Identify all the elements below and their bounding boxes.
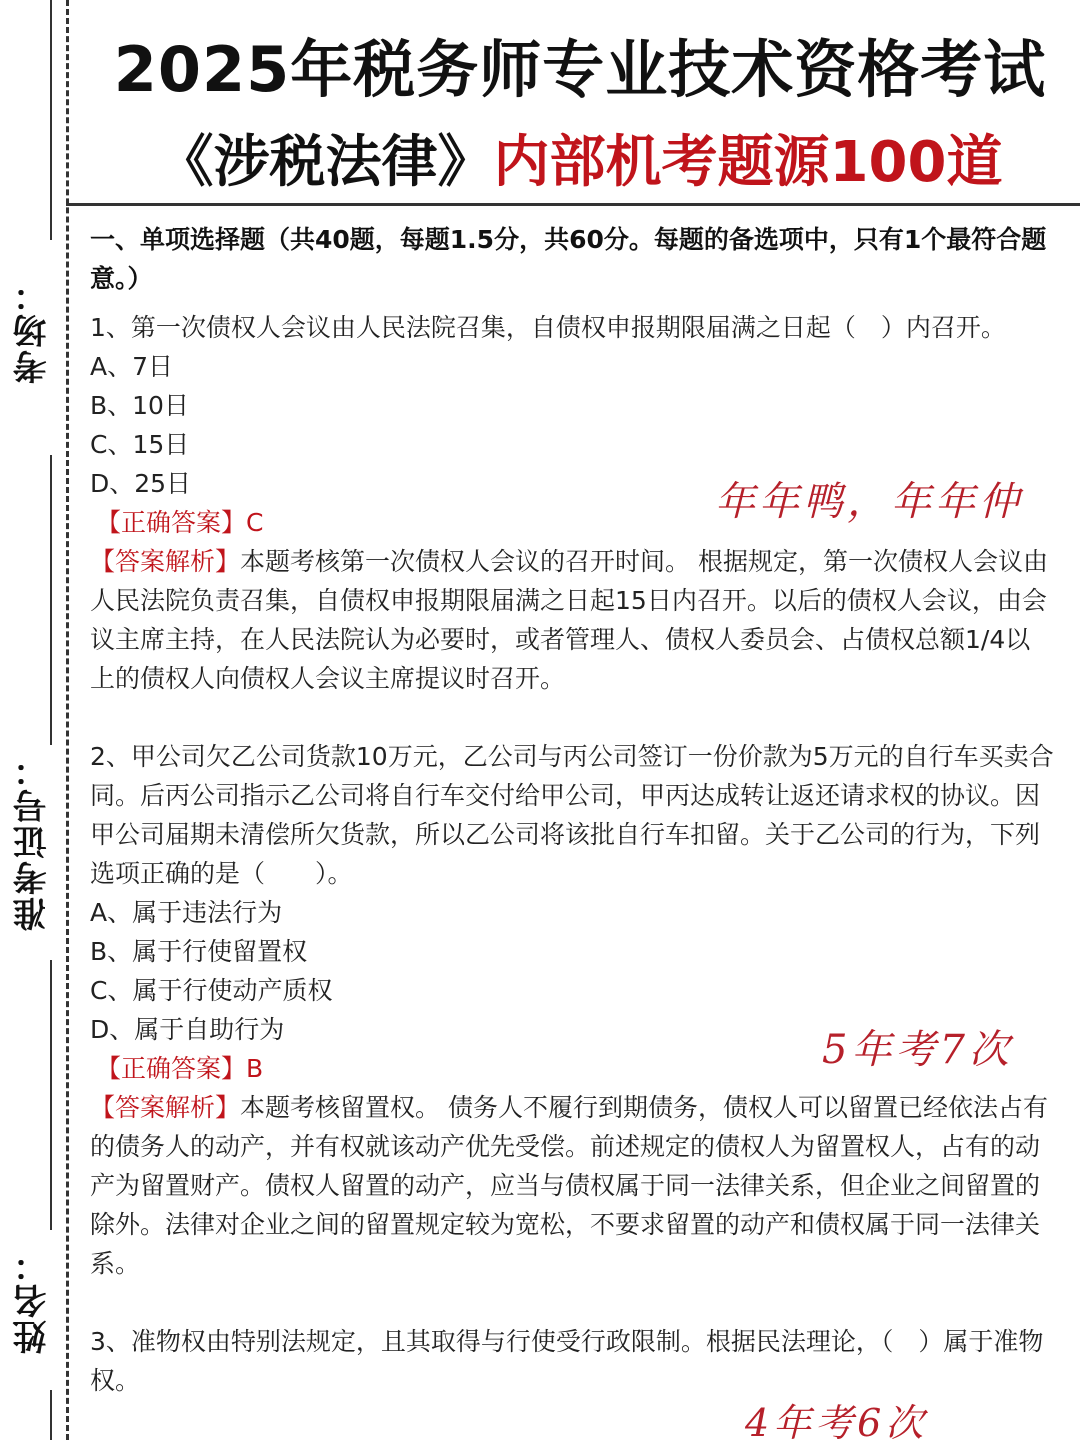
question-stem: 3、准物权由特别法规定，且其取得与行使受行政限制。根据民法理论，（ ）属于准物权。 bbox=[90, 1327, 1044, 1395]
margin-rule-middle bbox=[50, 455, 52, 755]
binding-dashed-line bbox=[66, 0, 69, 1440]
option-a: A、属于违法行为 bbox=[90, 898, 283, 927]
option-c: C、15日 bbox=[90, 430, 190, 459]
explanation-label: 【答案解析】 bbox=[90, 547, 241, 576]
option-d: D、25日 bbox=[90, 469, 192, 498]
answer-explanation bbox=[90, 1088, 1055, 1283]
answer-explanation bbox=[90, 542, 1055, 698]
answer-value: C bbox=[246, 508, 264, 537]
margin-rule-bottom bbox=[50, 1390, 52, 1440]
answer-value: B bbox=[246, 1054, 264, 1083]
answer-label: 【正确答案】 bbox=[96, 508, 247, 537]
ticket-number-label: 准考证号： bbox=[8, 745, 58, 937]
explanation-label: 【答案解析】 bbox=[90, 1093, 241, 1122]
subtitle-book-name: 《涉税法律》 bbox=[157, 130, 494, 195]
question-stem: 1、第一次债权人会议由人民法院召集，自债权申报期限届满之日起（ ）内召开。 bbox=[90, 313, 1006, 342]
option-b: B、10日 bbox=[90, 391, 189, 420]
question-stem: 2、甲公司欠乙公司货款10万元，乙公司与丙公司签订一份价款为5万元的自行车买卖合同。后丙公司指示乙公司将自行车交付给甲公司，甲丙达成转让返还请求权的协议。因甲公司届期未清偿所欠货款，所以乙公司将该批自行车扣留。关于乙公司的行为，下列选项正确的是（ ）。 bbox=[90, 742, 1054, 888]
margin-rule-top bbox=[50, 0, 52, 240]
subtitle-highlight: 内部机考题源100道 bbox=[493, 130, 1003, 195]
answer-label: 【正确答案】 bbox=[96, 1054, 247, 1083]
question-3 bbox=[90, 1322, 1055, 1400]
page-subtitle bbox=[80, 118, 1080, 198]
question-content bbox=[90, 220, 1055, 1400]
question-2 bbox=[90, 737, 1055, 1283]
explanation-text: 本题考核留置权。 债务人不履行到期债务，债权人可以留置已经依法占有的债务人的动产，并有权就该动产优先受偿。前述规定的债权人为留置权人，占有的动产为留置财产。债权人留置的动产，应当与债权属于同一法律关系，但企业之间留置的除外。法律对企业之间的留置规定较为宽松，不要求留置的动产和债权属于同一法律关系。 bbox=[90, 1093, 1048, 1278]
option-c: C、属于行使动产质权 bbox=[90, 976, 333, 1005]
option-a: A、7日 bbox=[90, 352, 174, 381]
section-heading: 一、单项选择题（共40题，每题1.5分，共60分。每题的备选项中，只有1个最符合题意。） bbox=[90, 225, 1047, 293]
handwritten-note-1: 年年鸭，年年仲 bbox=[715, 479, 1023, 525]
option-d: D、属于自助行为 bbox=[90, 1015, 285, 1044]
option-b: B、属于行使留置权 bbox=[90, 937, 308, 966]
exam-site-label: 考场： bbox=[8, 270, 58, 390]
handwritten-note-3: 4年考6次 bbox=[745, 1401, 928, 1445]
explanation-text: 本题考核第一次债权人会议的召开时间。 根据规定，第一次债权人会议由人民法院负责召集，自债权申报期限届满之日起15日内召开。以后的债权人会议，由会议主席主持，在人民法院认为必要时，或者管理人、债权人委员会、占债权总额1/4以上的债权人向债权人会议主席提议时召开。 bbox=[90, 547, 1048, 693]
title-divider bbox=[66, 203, 1080, 206]
page-title: 2025年税务师专业技术资格考试 bbox=[113, 33, 1047, 106]
margin-rule-lower bbox=[50, 960, 52, 1230]
name-label: 姓名： bbox=[8, 1240, 58, 1360]
handwritten-note-2: 5年考7次 bbox=[822, 1027, 1013, 1073]
